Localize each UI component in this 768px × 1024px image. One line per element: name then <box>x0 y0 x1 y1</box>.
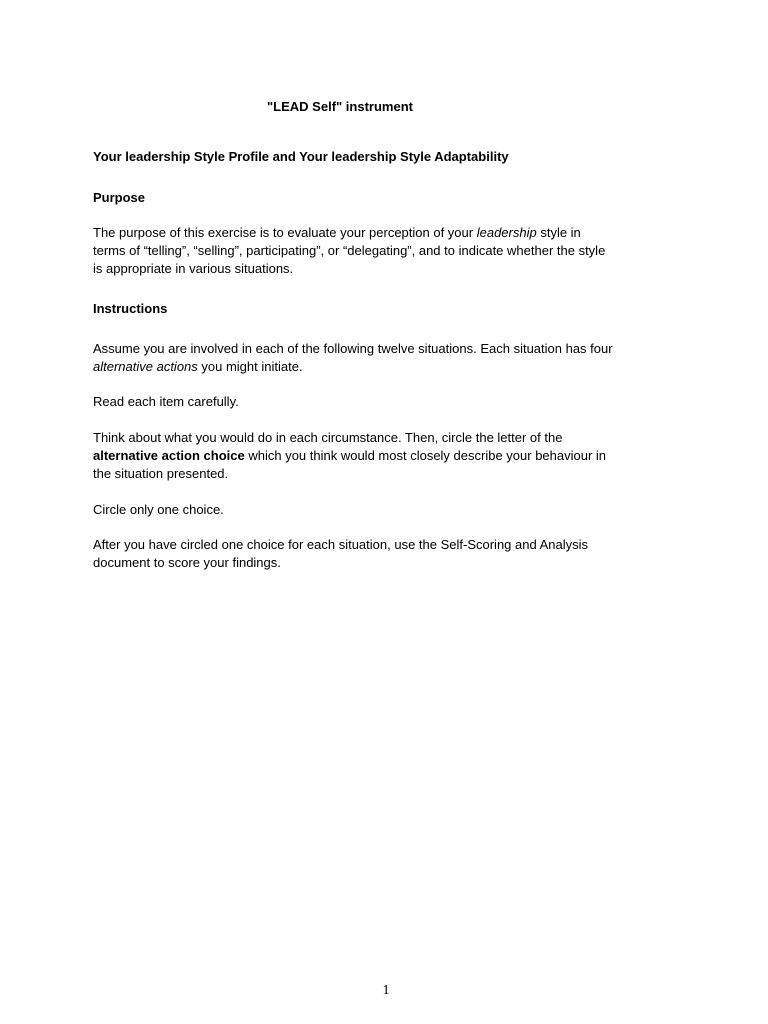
purpose-heading: Purpose <box>93 190 146 205</box>
purpose-text-part1: The purpose of this exercise is to evaluate your perception of your <box>93 225 477 240</box>
document-title: "LEAD Self" instrument <box>267 99 413 114</box>
instruction-paragraph-3 <box>93 429 613 483</box>
instruction-1-italic: alternative actions <box>93 359 198 374</box>
document-subtitle: Your leadership Style Profile and Your leadership Style Adaptability <box>93 149 509 164</box>
instruction-3-part1: Think about what you would do in each circumstance. Then, circle the letter of the <box>93 430 563 445</box>
instruction-paragraph-2: Read each item carefully. <box>93 394 239 409</box>
instruction-paragraph-4: Circle only one choice. <box>93 502 224 517</box>
instruction-1-part2: you might initiate. <box>197 359 303 374</box>
purpose-text-italic: leadership <box>476 225 537 240</box>
instruction-paragraph-1 <box>93 340 613 376</box>
instruction-paragraph-5: After you have circled one choice for each situation, use the Self-Scoring and Analysis document to score your findings. <box>93 537 589 570</box>
instructions-heading: Instructions <box>93 301 168 316</box>
instruction-3-part2: which you think would most closely describe your behaviour in the situation presented. <box>93 448 607 481</box>
purpose-paragraph <box>93 224 613 278</box>
purpose-text-part2: style in terms of “telling”, “selling”, participating”, or “delegating”, and to indicate whether the style is appropriate in various situations. <box>93 225 606 276</box>
page-number: 1 <box>382 983 390 998</box>
instruction-3-bold: alternative action choice <box>93 448 245 463</box>
instruction-1-part1: Assume you are involved in each of the following twelve situations. Each situation has four <box>93 341 613 356</box>
